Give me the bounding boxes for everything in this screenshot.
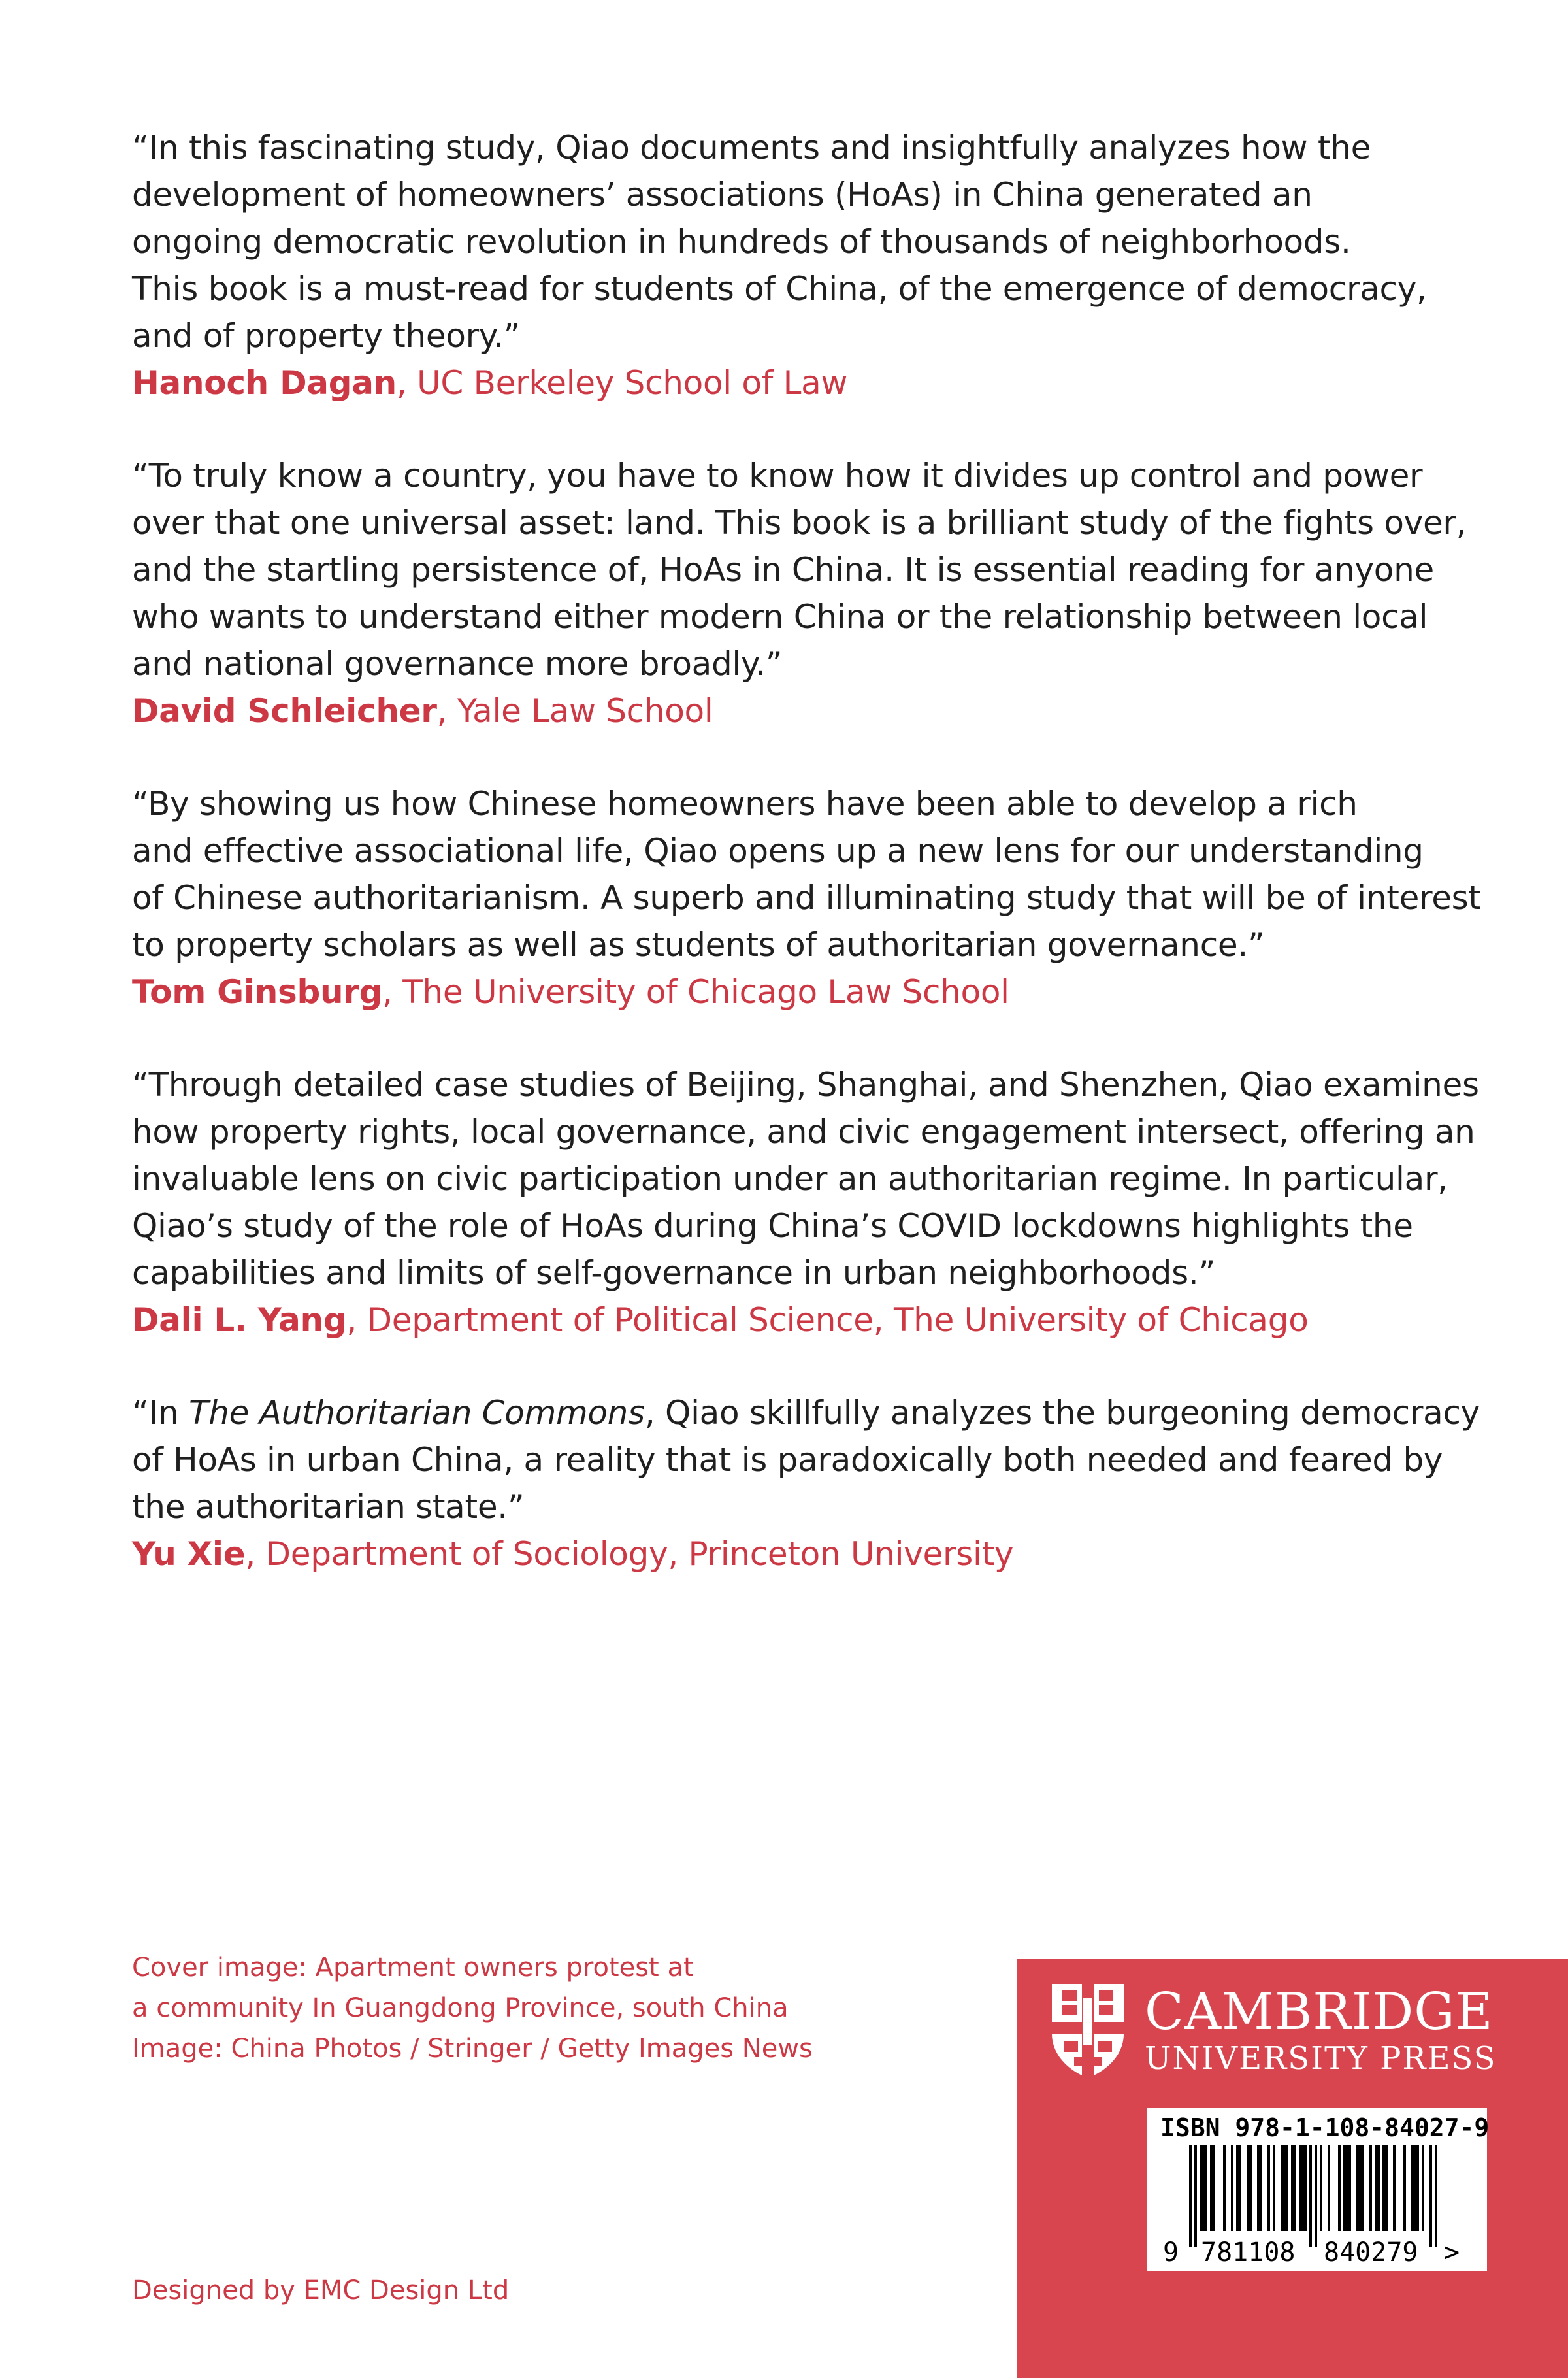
publisher-name-main: CAMBRIDGE <box>1145 1983 1494 2041</box>
quote-line: development of homeowners’ associations (HoAs) in China generated an <box>132 176 1313 214</box>
quote-line: who wants to understand either modern China or the relationship between local <box>132 598 1428 636</box>
quote-line: over that one universal asset: land. This book is a brilliant study of the fights over, <box>132 504 1467 542</box>
endorser-affiliation: , Department of Sociology, Princeton University <box>245 1535 1014 1573</box>
barcode-bar <box>1189 2145 1192 2247</box>
barcode-bar <box>1359 2145 1362 2231</box>
barcode-bar <box>1393 2145 1396 2231</box>
barcode-digit-lead: 9 <box>1163 2238 1179 2268</box>
quote-line: capabilities and limits of self-governance in urban neighborhoods.” <box>132 1254 1216 1292</box>
barcode-bar <box>1283 2145 1286 2231</box>
barcode-graphic <box>1147 2108 1490 2271</box>
barcode-bar <box>1309 2145 1312 2247</box>
quote-line-suffix: , Qiao skillfully analyzes the burgeoning democracy <box>644 1394 1480 1432</box>
endorsement-quote <box>132 452 1530 687</box>
endorsement-4 <box>132 1061 1530 1344</box>
designer-credit: Designed by EMC Design Ltd <box>132 2275 510 2305</box>
quote-line: of Chinese authoritarianism. A superb and illuminating study that will be of interest <box>132 879 1481 917</box>
barcode-bar <box>1382 2145 1385 2231</box>
barcode-bar <box>1236 2145 1239 2231</box>
barcode-bar <box>1239 2145 1241 2231</box>
quote-line: of HoAs in urban China, a reality that is paradoxically both needed and feared by <box>132 1441 1443 1479</box>
endorsement-1 <box>132 124 1530 406</box>
barcode-bar <box>1223 2145 1226 2231</box>
barcode-bar <box>1202 2145 1205 2231</box>
quote-line: and national governance more broadly.” <box>132 645 783 683</box>
barcode-bar <box>1205 2145 1207 2231</box>
endorser-name: Dali L. Yang <box>132 1301 347 1339</box>
endorsement-quote <box>132 780 1530 968</box>
endorsement-2 <box>132 452 1530 735</box>
barcode-bar <box>1346 2145 1348 2231</box>
endorsement-5 <box>132 1389 1530 1577</box>
endorser-affiliation: , UC Berkeley School of Law <box>396 364 848 402</box>
barcode-bar <box>1429 2145 1432 2247</box>
endorsement-quote <box>132 1389 1530 1530</box>
barcode-bar <box>1247 2145 1249 2231</box>
barcode-bar <box>1286 2145 1288 2231</box>
endorser-name: Tom Ginsburg <box>132 973 383 1011</box>
endorsement-attribution <box>132 1296 1530 1344</box>
publisher-name <box>1145 1984 1496 2077</box>
quote-line: “In this fascinating study, Qiao documents and insightfully analyzes how the <box>132 129 1371 167</box>
barcode-bar <box>1348 2145 1351 2231</box>
endorsement-attribution <box>132 687 1530 735</box>
barcode-bar <box>1213 2145 1215 2231</box>
endorsements <box>132 124 1530 1623</box>
barcode-bar <box>1338 2145 1341 2231</box>
barcode-bar <box>1257 2145 1260 2231</box>
barcode-bar <box>1194 2145 1197 2247</box>
credit-line: Image: China Photos / Stringer / Getty Images News <box>132 2034 813 2064</box>
barcode-bar <box>1273 2145 1275 2231</box>
barcode-bar <box>1267 2145 1270 2231</box>
endorsement-attribution <box>132 968 1530 1016</box>
quote-line: Qiao’s study of the role of HoAs during China’s COVID lockdowns highlights the <box>132 1207 1413 1245</box>
barcode-bar <box>1375 2145 1377 2231</box>
barcode-bar <box>1377 2145 1380 2231</box>
quote-line: and effective associational life, Qiao opens up a new lens for our understanding <box>132 832 1424 870</box>
endorser-affiliation: , The University of Chicago Law School <box>382 973 1009 1011</box>
credit-line: Cover image: Apartment owners protest at <box>132 1953 694 1983</box>
barcode-bar <box>1260 2145 1262 2231</box>
quote-line: and the startling persistence of, HoAs in China. It is essential reading for anyone <box>132 551 1434 589</box>
endorser-affiliation: , Department of Political Science, The University of Chicago <box>346 1301 1309 1339</box>
quote-line: invaluable lens on civic participation under an authoritarian regime. In particular, <box>132 1160 1448 1198</box>
barcode-bar <box>1210 2145 1213 2231</box>
barcode-bar <box>1315 2145 1317 2247</box>
endorsement-3 <box>132 780 1530 1016</box>
endorsement-attribution <box>132 1530 1530 1577</box>
book-title: The Authoritarian Commons <box>189 1394 645 1432</box>
barcode-bar <box>1320 2145 1322 2231</box>
quote-line: and of property theory.” <box>132 317 521 355</box>
quote-line: ongoing democratic revolution in hundreds of thousands of neighborhoods. <box>132 223 1351 261</box>
endorsement-attribution <box>132 359 1530 406</box>
barcode-bar <box>1403 2145 1406 2231</box>
quote-line: “To truly know a country, you have to know how it divides up control and power <box>132 457 1423 495</box>
barcode-bar <box>1281 2145 1283 2231</box>
publisher-logo <box>1049 1981 1496 2079</box>
endorsement-quote <box>132 124 1530 359</box>
barcode-bar <box>1369 2145 1372 2231</box>
quote-line: how property rights, local governance, and civic engagement intersect, offering an <box>132 1113 1475 1151</box>
barcode-bar <box>1294 2145 1296 2231</box>
barcode-bar <box>1422 2145 1424 2231</box>
quote-line: “By showing us how Chinese homeowners have been able to develop a rich <box>132 785 1358 823</box>
barcode-bar <box>1362 2145 1364 2231</box>
quote-line: the authoritarian state.” <box>132 1488 525 1526</box>
endorser-affiliation: , Yale Law School <box>436 692 713 730</box>
isbn-label: ISBN 978-1-108-84027-9 <box>1160 2113 1490 2142</box>
barcode-bar <box>1343 2145 1346 2231</box>
barcode-bar <box>1299 2145 1301 2231</box>
barcode-digits-left: 781108 <box>1201 2238 1296 2268</box>
endorser-name: David Schleicher <box>132 692 437 730</box>
shield-icon <box>1049 1981 1126 2079</box>
isbn-barcode <box>1147 2108 1490 2271</box>
quote-line-prefix: “In <box>132 1394 189 1432</box>
barcode-bar <box>1301 2145 1304 2231</box>
barcode-bar <box>1385 2145 1388 2231</box>
endorser-name: Hanoch Dagan <box>132 364 397 402</box>
barcode-bar <box>1304 2145 1307 2231</box>
barcode-bar <box>1291 2145 1294 2231</box>
quote-line: to property scholars as well as students of authoritarian governance.” <box>132 926 1265 964</box>
barcode-bar <box>1328 2145 1330 2231</box>
barcode-bar <box>1414 2145 1416 2231</box>
publisher-name-sub: UNIVERSITY PRESS <box>1145 2040 1497 2077</box>
barcode-bar <box>1200 2145 1202 2231</box>
barcode-bar <box>1356 2145 1359 2231</box>
endorsement-quote <box>132 1061 1530 1296</box>
quote-line: “Through detailed case studies of Beijing, Shanghai, and Shenzhen, Qiao examines <box>132 1066 1479 1104</box>
cover-image-credit <box>132 1947 813 2069</box>
barcode-quiet-mark: > <box>1444 2238 1460 2268</box>
publisher-panel <box>1017 1959 1568 2378</box>
barcode-bar <box>1411 2145 1414 2231</box>
barcode-bar <box>1231 2145 1233 2231</box>
barcode-digits-right: 840279 <box>1324 2238 1418 2268</box>
barcode-bar <box>1249 2145 1252 2231</box>
barcode-bar <box>1435 2145 1437 2247</box>
quote-line: This book is a must-read for students of China, of the emergence of democracy, <box>132 270 1427 308</box>
credit-line: a community In Guangdong Province, south China <box>132 1993 789 2023</box>
endorser-name: Yu Xie <box>132 1535 246 1573</box>
barcode-bar <box>1416 2145 1419 2231</box>
